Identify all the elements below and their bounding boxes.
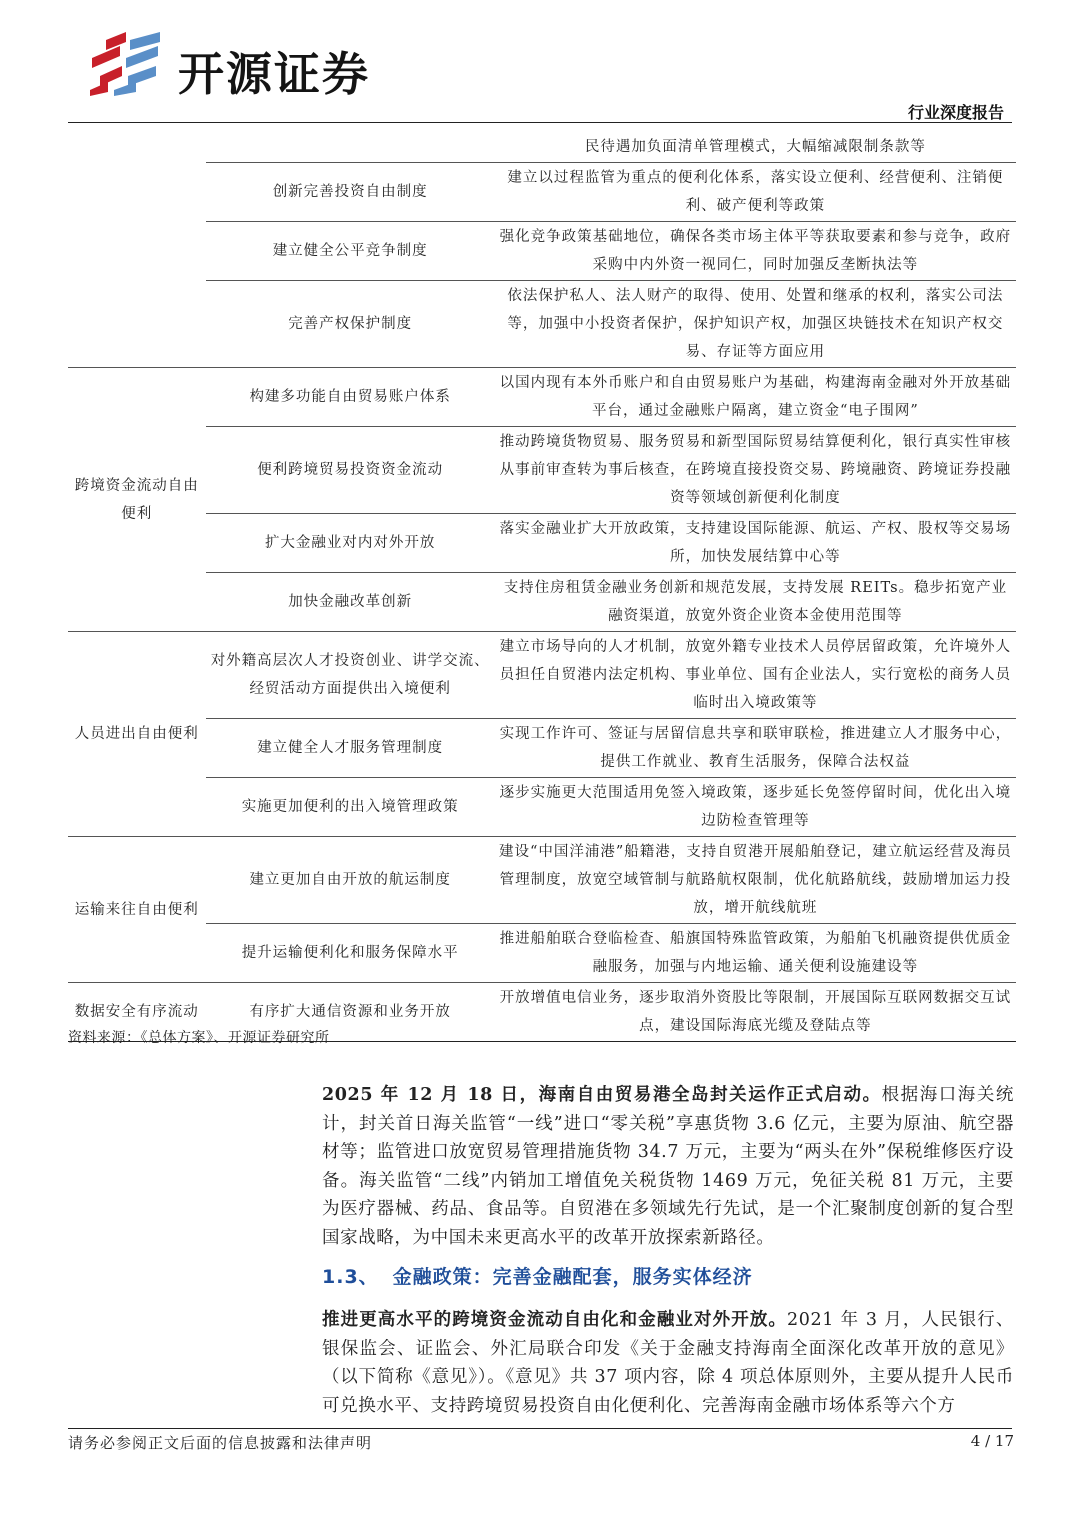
detail-cell: 开放增值电信业务，逐步取消外资股比等限制，开展国际互联网数据交互试点，建设国际海底光缆及登陆点等 [495, 983, 1016, 1042]
table-source: 资料来源：《总体方案》、开源证券研究所 [68, 1030, 330, 1046]
measure-cell: 构建多功能自由贸易账户体系 [206, 368, 495, 427]
category-cell: 跨境资金流动自由便利 [68, 368, 206, 632]
measure-cell: 建立健全公平竞争制度 [206, 222, 495, 281]
detail-cell: 依法保护私人、法人财产的取得、使用、处置和继承的权利，落实公司法等，加强中小投资者保护，保护知识产权，加强区块链技术在知识产权交易、存证等方面应用 [495, 281, 1016, 368]
section-title: 金融政策：完善金融配套，服务实体经济 [392, 1266, 753, 1288]
measure-cell: 完善产权保护制度 [206, 281, 495, 368]
detail-cell: 推进船舶联合登临检查、船旗国特殊监管政策，为船舶飞机融资提供优质金融服务，加强与内地运输、通关便利设施建设等 [495, 924, 1016, 983]
category-cell: 运输来往自由便利 [68, 837, 206, 983]
table-row [68, 778, 1016, 837]
detail-cell: 建立市场导向的人才机制，放宽外籍专业技术人员停居留政策，允许境外人员担任自贸港内法定机构、事业单位、国有企业法人，实行宽松的商务人员临时出入境政策等 [495, 632, 1016, 719]
footer-disclaimer: 请务必参阅正文后面的信息披露和法律声明 [68, 1434, 373, 1452]
paragraph-text: 2021 年 3 月，人民银行、银保监会、证监会、外汇局联合印发《关于金融支持海南全面深化改革开放的意见》（以下简称《意见》）。《意见》共 37 项内容，除 4 项总体原则外，主要从提升人民币可兑换水平、支持跨境贸易投资自由化便利化、完善海南金融市场体系等六个方 [322, 1310, 1014, 1416]
measure-cell: 建立更加自由开放的航运制度 [206, 837, 495, 924]
section-heading [322, 1262, 1014, 1289]
measure-cell [206, 132, 495, 163]
page-number: 4 / 17 [970, 1432, 1014, 1450]
header-divider [68, 122, 1012, 123]
measure-cell: 实施更加便利的出入境管理政策 [206, 778, 495, 837]
detail-cell: 建设“中国洋浦港”船籍港，支持自贸港开展船舶登记，建立航运经营及海员管理制度，放宽空域管制与航路航权限制，优化航路航线，鼓励增加运力投放，增开航线航班 [495, 837, 1016, 924]
table-row [68, 719, 1016, 778]
table-row [68, 222, 1016, 281]
paragraph-finance-opening [322, 1306, 1014, 1420]
section-number: 1.3、 [322, 1266, 379, 1288]
paragraph-seal-launch [322, 1081, 1014, 1253]
paragraph-lead: 推进更高水平的跨境资金流动自由化和金融业对外开放。 [322, 1310, 788, 1330]
detail-cell: 支持住房租赁金融业务创新和规范发展，支持发展 REITs。稳步拓宽产业融资渠道，放宽外资企业资本金使用范围等 [495, 573, 1016, 632]
measure-cell: 便利跨境贸易投资资金流动 [206, 427, 495, 514]
measure-cell: 加快金融改革创新 [206, 573, 495, 632]
company-name: 开源证券 [178, 47, 370, 101]
detail-cell: 推动跨境货物贸易、服务贸易和新型国际贸易结算便利化，银行真实性审核从事前审查转为事后核查，在跨境直接投资交易、跨境融资、跨境证券投融资等领域创新便利化制度 [495, 427, 1016, 514]
table-row [68, 132, 1016, 163]
detail-cell: 民待遇加负面清单管理模式，大幅缩减限制条款等 [495, 132, 1016, 163]
measure-cell: 创新完善投资自由制度 [206, 163, 495, 222]
category-cell [68, 132, 206, 368]
measure-cell: 扩大金融业对内对外开放 [206, 514, 495, 573]
detail-cell: 强化竞争政策基础地位，确保各类市场主体平等获取要素和参与竞争，政府采购中内外资一视同仁，同时加强反垄断执法等 [495, 222, 1016, 281]
table-row [68, 632, 1016, 719]
table-row [68, 368, 1016, 427]
policy-table-body [68, 132, 1016, 1042]
detail-cell: 以国内现有本外币账户和自由贸易账户为基础，构建海南金融对外开放基础平台，通过金融账户隔离，建立资金“电子围网” [495, 368, 1016, 427]
report-type: 行业深度报告 [907, 103, 1004, 122]
measure-cell: 提升运输便利化和服务保障水平 [206, 924, 495, 983]
measure-cell: 建立健全人才服务管理制度 [206, 719, 495, 778]
paragraph-text: 根据海口海关统计，封关首日海关监管“一线”进口“零关税”享惠货物 3.6 亿元，主要为原油、航空器材等；监管进口放宽贸易管理措施货物 34.7 万元，主要为“两头在外”保税维修医疗设备。海关监管“二线”内销加工增值免关税货物 1469 万元，免征关税 81 万元，主要为医疗器械、药品、食品等。自贸港在多领域先行先试，是一个汇聚制度创新的复合型国家战略，为中国未来更高水平的改革开放探索新路径。 [322, 1085, 1015, 1248]
detail-cell: 逐步实施更大范围适用免签入境政策，逐步延长免签停留时间，优化出入境边防检查管理等 [495, 778, 1016, 837]
table-row [68, 573, 1016, 632]
table-row [68, 514, 1016, 573]
table-row [68, 281, 1016, 368]
table-row [68, 837, 1016, 924]
detail-cell: 建立以过程监管为重点的便利化体系，落实设立便利、经营便利、注销便利、破产便利等政策 [495, 163, 1016, 222]
footer-divider [68, 1428, 1012, 1429]
detail-cell: 落实金融业扩大开放政策，支持建设国际能源、航运、产权、股权等交易场所，加快发展结算中心等 [495, 514, 1016, 573]
logo-mark-icon [86, 32, 166, 96]
detail-cell: 实现工作许可、签证与居留信息共享和联审联检，推进建立人才服务中心，提供工作就业、教育生活服务，保障合法权益 [495, 719, 1016, 778]
category-cell: 人员进出自由便利 [68, 632, 206, 837]
table-row [68, 163, 1016, 222]
table-row [68, 427, 1016, 514]
measure-cell: 有序扩大通信资源和业务开放 [206, 983, 495, 1042]
category-cell: 数据安全有序流动 [68, 983, 206, 1042]
measure-cell: 对外籍高层次人才投资创业、讲学交流、经贸活动方面提供出入境便利 [206, 632, 495, 719]
paragraph-lead: 2025 年 12 月 18 日，海南自由贸易港全岛封关运作正式启动。 [322, 1085, 882, 1105]
table-row [68, 924, 1016, 983]
policy-table [68, 132, 1016, 1042]
